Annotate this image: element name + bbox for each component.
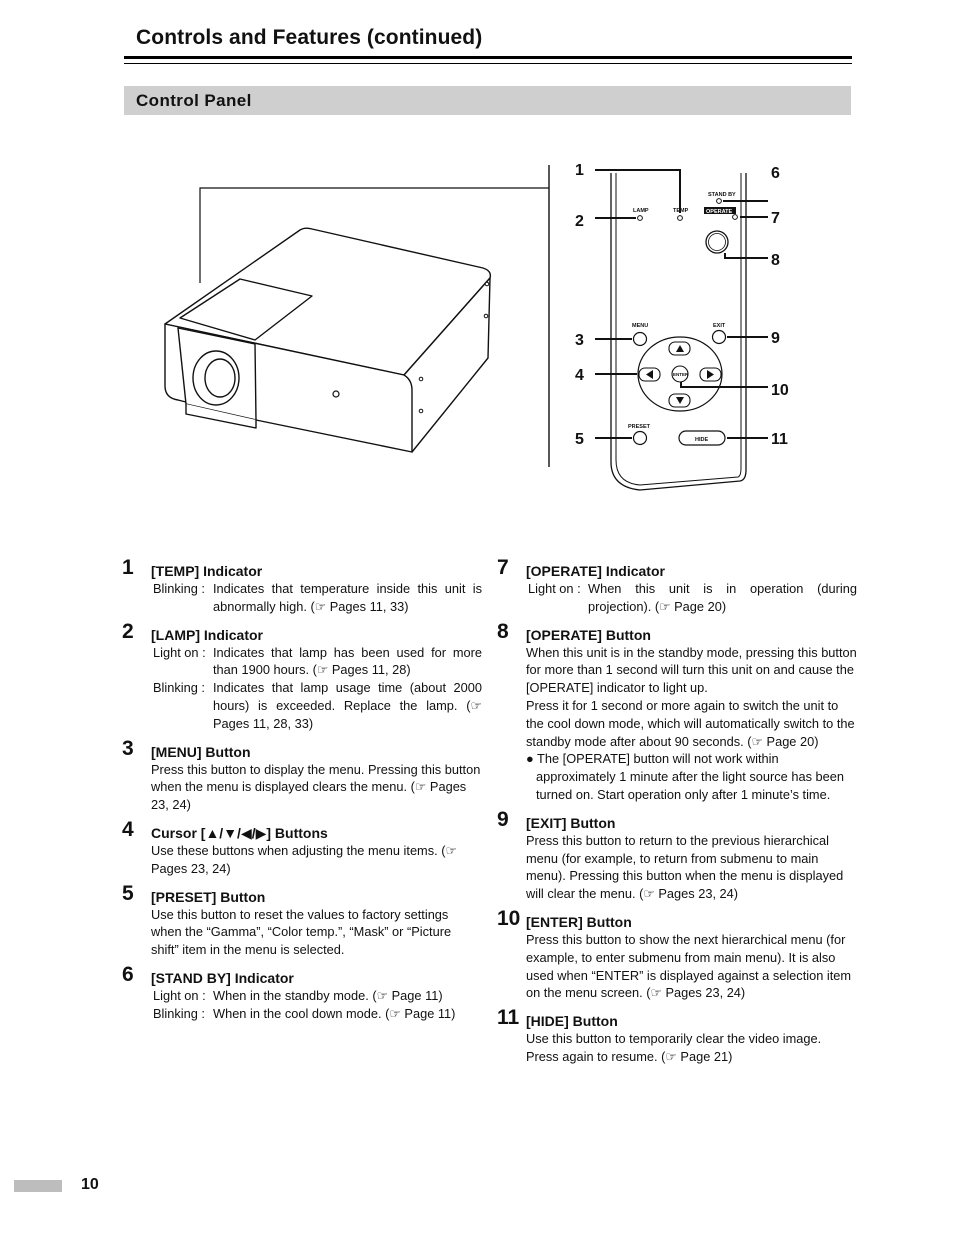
page-title: Controls and Features (continued) [136,26,483,49]
callout-9: 9 [771,330,780,347]
label-lamp: LAMP [633,208,649,214]
callout-4: 4 [575,367,584,384]
projector-illustration [165,228,490,452]
item-preset-button [122,881,482,959]
item-number: 7 [497,556,509,579]
item-number: 2 [122,619,134,643]
item-title: [EXIT] Button [526,814,616,831]
standby-indicator [717,199,722,204]
label-preset: PRESET [628,424,651,430]
callout-1: 1 [575,162,584,179]
item-standby-indicator [122,962,482,1023]
temp-indicator [678,216,683,221]
callout-3: 3 [575,332,584,349]
item-menu-button [122,736,482,814]
callout-11: 11 [771,431,788,448]
item-lamp-indicator [122,619,482,733]
item-temp-indicator [122,556,482,616]
item-title: [MENU] Button [151,743,251,760]
preset-button [634,432,647,445]
item-number: 8 [497,619,509,643]
item-body: Press this button to display the menu. Pressing this button when the menu is displayed clears the menu. (☞ Pages 23, 24) [151,761,481,813]
item-operate-button [497,619,857,804]
callout-10: 10 [771,382,789,399]
item-body: Press this button to return to the previous hierarchical menu (for example, to return from submenu to main menu). Pressing this button when the menu is displayed will clear the menu. (☞ Pages 23, 24) [526,832,844,902]
def-text: Indicates that temperature inside this unit is abnormally high. (☞ Pages 11, 33) [213,581,482,614]
item-title: [OPERATE] Button [526,626,651,643]
item-number: 4 [122,817,134,841]
callout-2: 2 [575,213,584,230]
def-term: Blinking : [153,1005,205,1021]
label-hide: HIDE [695,437,709,443]
item-body: Press this button to show the next hierarchical menu (for example, to enter submenu from main menu). It is also used when “ENTER” is displayed against a selection item on the menu screen. (☞ Pages 23, 24) [526,931,852,1001]
item-title: [STAND BY] Indicator [151,969,294,986]
item-cursor-buttons [122,817,482,878]
def-text: When in the cool down mode. (☞ Page 11) [213,1005,456,1021]
label-exit: EXIT [713,323,726,329]
item-title: [HIDE] Button [526,1013,618,1030]
page-number: 10 [81,1176,99,1193]
def-term: Blinking : [153,581,205,596]
def-term: Light on : [153,987,206,1003]
front-sensor [333,391,339,397]
item-body: When this unit is in the standby mode, pressing this button for more than 1 second will turn this unit on and cause the [OPERATE] indicator to light up. [526,644,857,696]
label-menu: MENU [632,323,649,329]
exit-button [713,331,726,344]
callout-7: 7 [771,210,780,227]
menu-button [634,333,647,346]
item-operate-indicator [497,556,857,616]
descriptions-right-column [497,556,857,1076]
callout-5: 5 [575,431,584,448]
item-title: [LAMP] Indicator [151,626,263,643]
item-body-continued: Press it for 1 second or more again to switch the unit to the cool down mode, which will automatically switch to the standby mode after about 90 seconds. (☞ Page 20) [526,697,855,749]
def-text: When this unit is in operation (during projection). (☞ Page 20) [588,581,857,614]
def-text: When in the standby mode. (☞ Page 11) [213,987,443,1003]
label-standby: STAND BY [708,192,736,198]
item-title: [ENTER] Button [526,913,632,930]
page-number-bar [14,1180,62,1192]
def-text: Indicates that lamp usage time (about 2000 hours) is exceeded. Replace the lamp. (☞ Pages 11, 28, 33) [213,680,482,731]
item-number: 11 [497,1006,520,1030]
item-hide-button [497,1006,857,1066]
item-number: 3 [122,736,134,760]
descriptions-left-column [122,556,482,1033]
operate-button [706,231,728,253]
label-temp: TEMP [673,208,689,214]
def-term: Light on : [528,581,581,596]
control-panel-figure [0,0,954,540]
def-term: Blinking : [153,680,205,696]
operate-indicator [733,215,738,220]
callout-8: 8 [771,252,780,269]
item-note: ● The [OPERATE] button will not work within approximately 1 minute after the light source has been turned on. Start operation only after 1 minute’s time. [526,751,845,802]
item-exit-button [497,807,857,903]
item-title: Cursor [▲/▼/◀/▶] Buttons [151,824,328,841]
lens [193,351,239,405]
def-text: Indicates that lamp has been used for more than 1900 hours. (☞ Pages 11, 28) [213,644,482,678]
item-body: Use this button to temporarily clear the video image. Press again to resume. (☞ Page 21) [526,1031,822,1064]
item-number: 9 [497,807,509,831]
item-number: 10 [497,906,521,930]
item-number: 5 [122,881,134,905]
item-body: Use this button to reset the values to factory settings when the “Gamma”, “Color temp.”, “Mask” or “Picture shift” item in the menu is selected. [151,906,452,958]
lamp-indicator [638,216,643,221]
item-number: 6 [122,962,134,986]
callout-6: 6 [771,165,780,182]
item-number: 1 [122,556,134,579]
def-term: Light on : [153,644,206,660]
panel-outline-outer [611,173,746,490]
item-enter-button [497,906,857,1002]
item-title: [PRESET] Button [151,888,266,905]
label-operate: OPERATE [706,209,733,215]
label-enter: ENTER [673,372,689,377]
section-title: Control Panel [136,91,252,110]
item-body: Use these buttons when adjusting the menu items. (☞ Pages 23, 24) [151,842,457,876]
item-title: [TEMP] Indicator [151,563,263,579]
item-title: [OPERATE] Indicator [526,563,665,579]
